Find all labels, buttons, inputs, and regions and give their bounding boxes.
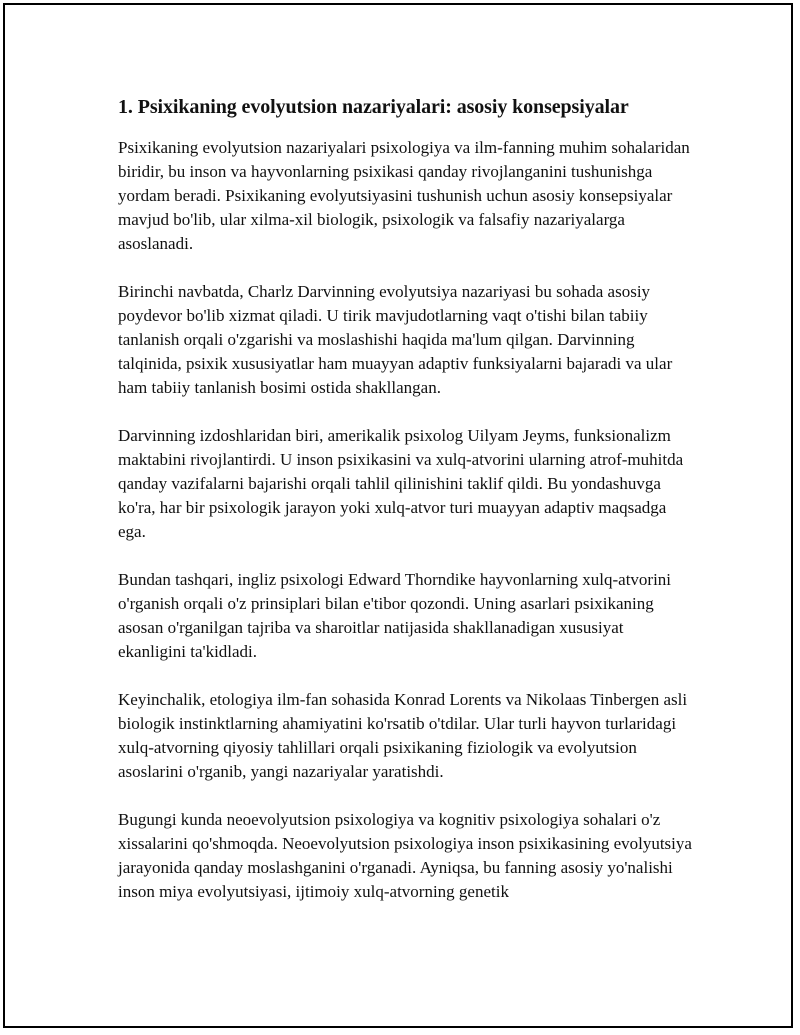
paragraph-thorndike: Bundan tashqari, ingliz psixologi Edward Thorndike hayvonlarning xulq-atvorini o'rganish orqali o'z prinsiplari bilan e'tibor qozondi. Uning asarlari psixikaning asosan o'rganilgan tajriba va sharoitlar natijasida shakllanadigan xususiyat ekanligini ta'kidladi. xyxy=(118,570,672,661)
paragraph-darwin: Birinchi navbatda, Charlz Darvinning evolyutsiya nazariyasi bu sohada asosiy poydevor bo'lib xizmat qiladi. U tirik mavjudotlarning vaqt o'tishi bilan tabiiy tanlanish orqali o'zgarishi va moslashishi haqida ma'lum qilgan. Darvinning talqinida, psixik xususiyatlar ham muayyan adaptiv funksiyalarni bajaradi va ular ham tabiiy tanlanish bosimi ostida shakllangan. xyxy=(118,282,673,397)
document-body xyxy=(118,94,693,928)
paragraph-modern: Bugungi kunda neoevolyutsion psixologiya va kognitiv psixologiya sohalari o'z xissalarini qo'shmoqda. Neoevolyutsion psixologiya inson psixikasining evolyutsiya jarayonida qanday moslashganini o'rganadi. Ayniqsa, bu fanning asosiy yo'nalishi inson miya evolyutsiyasi, ijtimoiy xulq-atvorning genetik xyxy=(118,810,692,901)
paragraph-ethology: Keyinchalik, etologiya ilm-fan sohasida Konrad Lorents va Nikolaas Tinbergen asli biologik instinktlarning ahamiyatini ko'rsatib o'tdilar. Ular turli hayvon turlaridagi xulq-atvorning qiyosiy tahlillari orqali psixikaning fiziologik va evolyutsion asoslarini o'rganib, yangi nazariyalar yaratishdi. xyxy=(118,690,688,781)
paragraph-james: Darvinning izdoshlaridan biri, amerikalik psixolog Uilyam Jeyms, funksionalizm maktabini rivojlantirdi. U inson psixikasini va xulq-atvorini ularning atrof-muhitda qanday vazifalarni bajarishi orqali tahlil qilinishini taklif qildi. Bu yondashuvga ko'ra, har bir psixologik jarayon yoki xulq-atvor turi muayyan adaptiv maqsadga ega. xyxy=(118,426,684,541)
paragraph-intro: Psixikaning evolyutsion nazariyalari psixologiya va ilm-fanning muhim sohalaridan biridir, bu inson va hayvonlarning psixikasi qanday rivojlanganini tushunishga yordam beradi. Psixikaning evolyutsiyasini tushunish uchun asosiy konsepsiyalar mavjud bo'lib, ular xilma-xil biologik, psixologik va falsafiy nazariyalarga asoslanadi. xyxy=(118,138,690,253)
section-heading: 1. Psixikaning evolyutsion nazariyalari: asosiy konsepsiyalar xyxy=(118,96,629,118)
